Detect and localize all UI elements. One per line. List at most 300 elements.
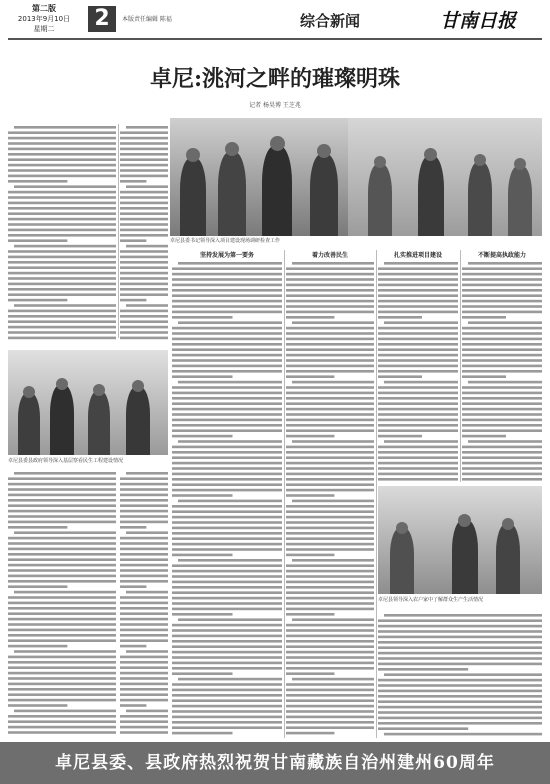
text-line xyxy=(286,662,374,665)
text-line xyxy=(8,515,116,518)
text-line xyxy=(8,483,116,486)
body-text-block-7 xyxy=(378,260,458,482)
text-line xyxy=(378,419,458,422)
text-line xyxy=(120,266,168,269)
text-line xyxy=(120,158,168,161)
text-line xyxy=(120,477,168,480)
text-line xyxy=(286,273,374,276)
text-line xyxy=(172,386,282,389)
text-line xyxy=(378,429,458,432)
text-line xyxy=(120,326,168,329)
text-line xyxy=(462,294,542,297)
edition-info xyxy=(8,4,80,36)
text-line xyxy=(378,451,458,454)
text-line xyxy=(120,180,146,183)
text-line xyxy=(378,657,542,660)
text-line xyxy=(462,300,542,303)
text-line xyxy=(378,435,422,438)
issue-date: 2013年9月10日 xyxy=(17,15,71,23)
text-line xyxy=(120,575,168,578)
text-line xyxy=(120,196,168,199)
text-line xyxy=(120,693,168,696)
text-line xyxy=(378,348,458,351)
text-line xyxy=(172,267,282,270)
text-line xyxy=(8,256,116,259)
text-line xyxy=(286,462,374,465)
text-line xyxy=(14,710,116,713)
text-line xyxy=(8,239,67,242)
text-line xyxy=(172,629,282,632)
text-line xyxy=(462,473,542,476)
text-line xyxy=(8,250,116,253)
text-line xyxy=(286,548,374,551)
text-line xyxy=(8,688,116,691)
text-line xyxy=(172,473,282,476)
text-line xyxy=(120,169,168,172)
text-line xyxy=(126,245,168,248)
text-line xyxy=(172,683,282,686)
text-line xyxy=(384,440,458,443)
text-line xyxy=(8,629,116,632)
text-line xyxy=(172,732,233,735)
text-line xyxy=(8,510,116,513)
text-line xyxy=(120,521,168,524)
text-line xyxy=(286,305,374,308)
text-line xyxy=(8,731,116,734)
text-line xyxy=(120,202,168,205)
text-line xyxy=(120,229,168,232)
text-line xyxy=(462,316,506,319)
text-line xyxy=(172,597,282,600)
body-text-block-5 xyxy=(172,260,282,738)
text-line xyxy=(378,359,458,362)
text-line xyxy=(172,726,282,729)
text-line xyxy=(378,305,458,308)
text-line xyxy=(292,500,374,503)
text-line xyxy=(120,526,146,529)
text-line xyxy=(286,721,374,724)
text-line xyxy=(172,348,282,351)
text-line xyxy=(286,332,374,335)
text-line xyxy=(8,293,116,296)
bottom-photo-caption: 卓尼县领导深入农户家中了解群众生产生活情况 xyxy=(378,597,484,603)
text-line xyxy=(292,321,374,324)
text-line xyxy=(286,667,374,670)
text-line xyxy=(120,137,168,140)
text-line xyxy=(286,311,374,314)
text-line xyxy=(286,402,374,405)
text-line xyxy=(8,666,116,669)
text-line xyxy=(286,689,374,692)
text-line xyxy=(8,645,67,648)
text-line xyxy=(8,634,116,637)
text-line xyxy=(8,704,67,707)
text-line xyxy=(378,467,458,470)
text-line xyxy=(120,234,168,237)
text-line xyxy=(172,273,282,276)
text-line xyxy=(8,196,116,199)
body-text-block-3 xyxy=(120,124,168,344)
text-line xyxy=(120,596,168,599)
text-line xyxy=(286,705,374,708)
text-line xyxy=(172,365,282,368)
text-line xyxy=(172,532,282,535)
text-line xyxy=(8,288,116,291)
text-line xyxy=(8,499,116,502)
text-line xyxy=(462,278,542,281)
text-line xyxy=(14,126,116,129)
text-line xyxy=(172,656,282,659)
text-line xyxy=(172,338,282,341)
text-line xyxy=(172,602,282,605)
text-line xyxy=(286,478,374,481)
text-line xyxy=(172,300,282,303)
text-line xyxy=(178,500,282,503)
text-line xyxy=(120,607,168,610)
text-line xyxy=(378,424,458,427)
text-line xyxy=(120,645,146,648)
text-line xyxy=(172,429,282,432)
text-line xyxy=(172,564,282,567)
text-line xyxy=(286,327,374,330)
text-line xyxy=(8,207,116,210)
subhead-4: 不断提高执政能力 xyxy=(477,252,526,259)
text-line xyxy=(8,558,116,561)
text-line xyxy=(286,651,374,654)
text-line xyxy=(14,591,116,594)
text-line xyxy=(286,413,374,416)
text-line xyxy=(286,656,374,659)
text-line xyxy=(8,164,116,167)
text-line xyxy=(120,164,168,167)
text-line xyxy=(286,435,334,438)
text-line xyxy=(378,408,458,411)
text-line xyxy=(120,731,168,734)
text-line xyxy=(8,488,116,491)
text-line xyxy=(378,722,542,725)
text-line xyxy=(172,467,282,470)
footer-banner: 卓尼县委、县政府热烈祝贺甘南藏族自治州建州60周年 xyxy=(0,742,550,784)
text-line xyxy=(172,721,282,724)
text-line xyxy=(462,284,542,287)
text-line xyxy=(172,478,282,481)
body-text-block-4 xyxy=(120,470,168,738)
text-line xyxy=(172,446,282,449)
text-line xyxy=(378,316,422,319)
text-line xyxy=(120,666,168,669)
text-line xyxy=(378,354,458,357)
text-line xyxy=(384,733,542,736)
text-line xyxy=(8,331,116,334)
text-line xyxy=(8,639,116,642)
text-line xyxy=(120,148,168,151)
text-line xyxy=(172,305,282,308)
text-line xyxy=(120,726,168,729)
text-line xyxy=(378,727,468,730)
text-line xyxy=(8,142,116,145)
text-line xyxy=(172,424,282,427)
text-line xyxy=(172,705,282,708)
text-line xyxy=(378,392,458,395)
text-line xyxy=(120,256,168,259)
text-line xyxy=(378,300,458,303)
text-line xyxy=(286,386,374,389)
text-line xyxy=(120,488,168,491)
text-line xyxy=(286,294,374,297)
text-line xyxy=(462,413,542,416)
text-line xyxy=(120,553,168,556)
text-line xyxy=(172,516,282,519)
text-line xyxy=(126,591,168,594)
text-line xyxy=(172,575,282,578)
text-line xyxy=(286,278,374,281)
text-line xyxy=(8,223,116,226)
text-line xyxy=(172,581,282,584)
text-line xyxy=(172,311,282,314)
text-line xyxy=(286,348,374,351)
masthead xyxy=(0,0,550,40)
text-line xyxy=(462,424,542,427)
text-line xyxy=(378,462,458,465)
text-line xyxy=(120,602,168,605)
text-line xyxy=(8,277,116,280)
text-line xyxy=(120,699,168,702)
text-line xyxy=(378,646,542,649)
text-line xyxy=(120,612,168,615)
text-line xyxy=(378,343,458,346)
article-headline: 卓尼:洮河之畔的璀璨明珠 xyxy=(149,66,401,92)
text-line xyxy=(8,677,116,680)
text-line xyxy=(8,131,116,134)
text-line xyxy=(462,462,542,465)
text-line xyxy=(172,294,282,297)
text-line xyxy=(172,316,233,319)
text-line xyxy=(286,629,374,632)
text-line xyxy=(126,472,168,475)
text-line xyxy=(378,365,458,368)
text-line xyxy=(462,332,542,335)
text-line xyxy=(286,456,374,459)
text-line xyxy=(468,381,542,384)
text-line xyxy=(292,262,374,265)
text-line xyxy=(8,521,116,524)
text-line xyxy=(120,661,168,664)
text-line xyxy=(120,153,168,156)
text-line xyxy=(172,419,282,422)
text-line xyxy=(8,153,116,156)
text-line xyxy=(286,575,374,578)
text-line xyxy=(286,494,334,497)
text-line xyxy=(172,505,282,508)
text-line xyxy=(120,542,168,545)
section-title: 综合新闻 xyxy=(300,12,361,30)
text-line xyxy=(462,365,542,368)
text-line xyxy=(378,679,542,682)
text-line xyxy=(292,440,374,443)
text-line xyxy=(286,343,374,346)
text-line xyxy=(172,435,233,438)
text-line xyxy=(120,288,168,291)
text-lines xyxy=(8,124,116,344)
top-photo-caption: 卓尼县委书记领导深入项目建设现场调研检查工作 xyxy=(170,238,281,244)
text-line xyxy=(172,375,233,378)
text-line xyxy=(172,527,282,530)
text-line xyxy=(172,608,282,611)
text-line xyxy=(286,365,374,368)
text-line xyxy=(378,663,542,666)
text-line xyxy=(120,337,168,340)
text-line xyxy=(120,618,168,621)
text-line xyxy=(462,451,542,454)
text-line xyxy=(8,537,116,540)
bottom-right-photo xyxy=(378,486,542,594)
text-line xyxy=(120,239,146,242)
text-line xyxy=(126,185,168,188)
text-line xyxy=(286,726,374,729)
text-line xyxy=(172,543,282,546)
text-line xyxy=(172,354,282,357)
text-line xyxy=(172,537,282,540)
text-line xyxy=(378,717,542,720)
text-line xyxy=(172,699,282,702)
text-line xyxy=(8,553,116,556)
text-line xyxy=(172,570,282,573)
text-line xyxy=(378,278,458,281)
text-line xyxy=(286,359,374,362)
text-line xyxy=(172,613,233,616)
text-line xyxy=(8,569,116,572)
text-line xyxy=(120,688,168,691)
text-line xyxy=(286,613,334,616)
text-line xyxy=(172,456,282,459)
text-line xyxy=(8,212,116,215)
text-line xyxy=(286,370,374,373)
text-line xyxy=(378,311,458,314)
text-line xyxy=(378,267,458,270)
text-line xyxy=(120,629,168,632)
text-line xyxy=(178,262,282,265)
text-line xyxy=(292,678,374,681)
text-line xyxy=(384,381,458,384)
text-line xyxy=(120,656,168,659)
text-line xyxy=(286,645,374,648)
text-line xyxy=(120,131,168,134)
text-line xyxy=(286,354,374,357)
text-line xyxy=(8,585,67,588)
text-line xyxy=(126,304,168,307)
text-line xyxy=(292,381,374,384)
newspaper-logo: 甘南日报 xyxy=(440,10,517,32)
text-line xyxy=(8,337,116,340)
text-line xyxy=(8,693,116,696)
text-line xyxy=(462,343,542,346)
text-line xyxy=(120,261,168,264)
text-line xyxy=(378,636,542,639)
text-line xyxy=(8,261,116,264)
text-line xyxy=(172,494,233,497)
text-line xyxy=(378,619,542,622)
text-line xyxy=(462,446,542,449)
text-line xyxy=(120,299,146,302)
edition-label: 第二版 xyxy=(32,4,56,13)
text-line xyxy=(8,169,116,172)
text-line xyxy=(292,618,374,621)
text-line xyxy=(286,392,374,395)
text-line xyxy=(8,548,116,551)
text-line xyxy=(120,331,168,334)
text-line xyxy=(468,321,542,324)
text-line xyxy=(8,699,116,702)
text-line xyxy=(178,678,282,681)
text-line xyxy=(286,483,374,486)
text-line xyxy=(8,720,116,723)
text-line xyxy=(120,623,168,626)
text-line xyxy=(286,419,374,422)
text-line xyxy=(378,289,458,292)
text-line xyxy=(378,370,458,373)
text-line xyxy=(120,504,168,507)
text-line xyxy=(120,250,168,253)
text-line xyxy=(172,640,282,643)
text-line xyxy=(462,419,542,422)
text-line xyxy=(8,607,116,610)
text-line xyxy=(120,191,168,194)
text-line xyxy=(286,570,374,573)
text-line xyxy=(172,624,282,627)
text-line xyxy=(286,716,374,719)
text-line xyxy=(172,370,282,373)
article-byline: 记者 杨昊博 王芝兆 xyxy=(249,102,301,109)
text-line xyxy=(378,625,542,628)
text-line xyxy=(120,499,168,502)
text-line xyxy=(378,700,542,703)
text-line xyxy=(378,695,542,698)
text-line xyxy=(120,639,168,642)
text-line xyxy=(8,575,116,578)
text-line xyxy=(462,273,542,276)
text-line xyxy=(286,510,374,513)
text-line xyxy=(120,293,168,296)
text-line xyxy=(286,597,374,600)
text-line xyxy=(8,158,116,161)
text-line xyxy=(378,630,542,633)
text-line xyxy=(172,327,282,330)
text-line xyxy=(172,462,282,465)
page-number: 2 xyxy=(88,6,116,32)
subhead-2: 着力改善民生 xyxy=(311,252,348,259)
text-line xyxy=(286,375,334,378)
text-line xyxy=(172,343,282,346)
text-line xyxy=(120,510,168,513)
text-line xyxy=(172,716,282,719)
text-line xyxy=(8,218,116,221)
text-line xyxy=(8,715,116,718)
body-text-block-6 xyxy=(286,260,374,738)
text-line xyxy=(8,320,116,323)
text-line xyxy=(462,267,542,270)
text-line xyxy=(378,284,458,287)
text-line xyxy=(8,504,116,507)
text-line xyxy=(120,218,168,221)
text-line xyxy=(126,650,168,653)
text-line xyxy=(120,494,168,497)
body-text-block-8 xyxy=(462,260,542,482)
text-line xyxy=(8,661,116,664)
text-line xyxy=(172,397,282,400)
text-line xyxy=(172,651,282,654)
text-line xyxy=(286,408,374,411)
text-line xyxy=(286,672,334,675)
